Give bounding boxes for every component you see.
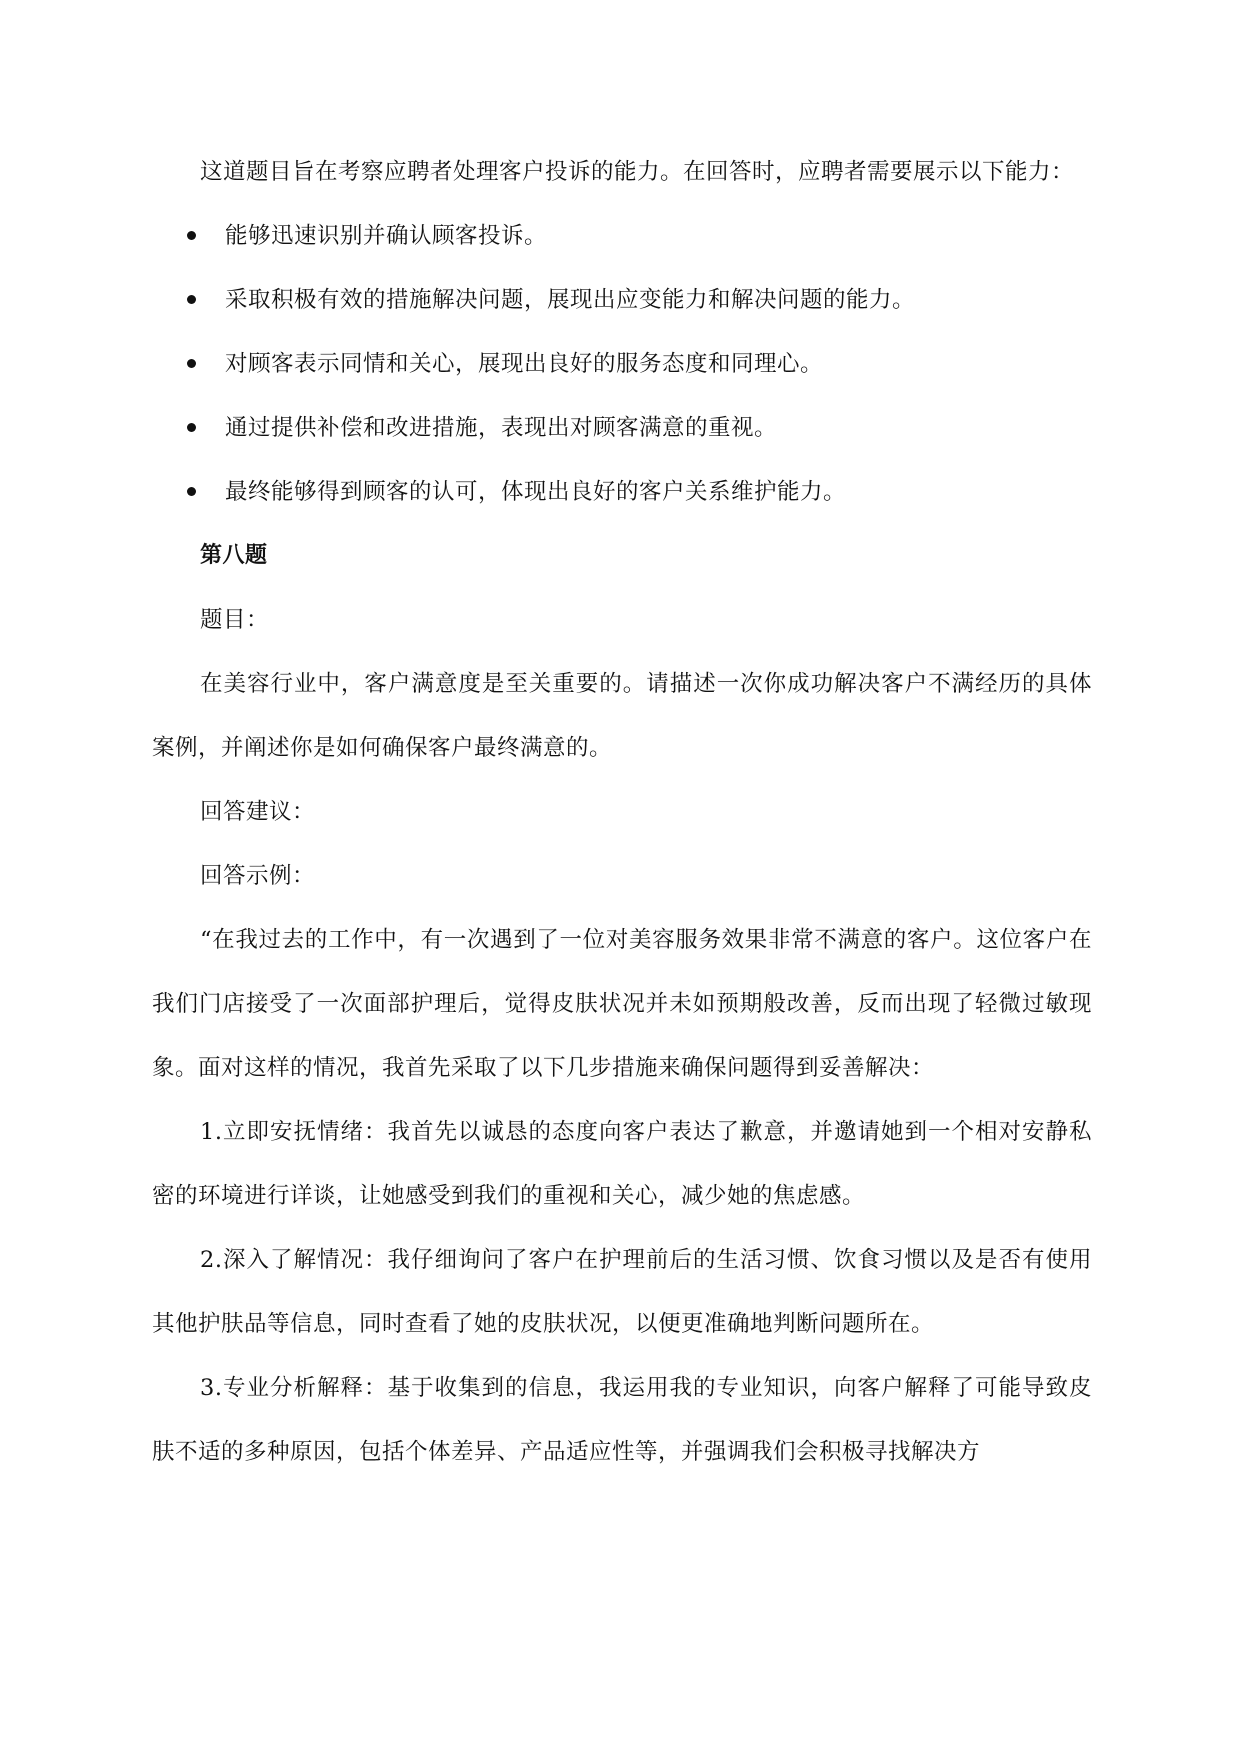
list-item-text: 最终能够得到顾客的认可，体现出良好的客户关系维护能力。	[225, 479, 847, 505]
example-label: 回答示例：	[200, 863, 316, 889]
list-item	[152, 268, 1092, 332]
bullet-icon	[187, 295, 196, 304]
list-item	[152, 204, 1092, 268]
intro-paragraph: 这道题目旨在考察应聘者处理客户投诉的能力。在回答时，应聘者需要展示以下能力：	[200, 159, 1075, 185]
list-item-text: 采取积极有效的措施解决问题，展现出应变能力和解决问题的能力。	[225, 287, 916, 313]
list-item-text: 通过提供补偿和改进措施，表现出对顾客满意的重视。	[225, 415, 778, 441]
list-item-text: 能够迅速识别并确认顾客投诉。	[225, 223, 548, 249]
example-opening-paragraph: “在我过去的工作中，有一次遇到了一位对美容服务效果非常不满意的客户。这位客户在我们门店接受了一次面部护理后，觉得皮肤状况并未如预期般改善，反而出现了轻微过敏现象。面对这样的情况，我首先采取了以下几步措施来确保问题得到妥善解决：	[152, 927, 1092, 1081]
step-paragraph: 3.专业分析解释：基于收集到的信息，我运用我的专业知识，向客户解释了可能导致皮肤不适的多种原因，包括个体差异、产品适应性等，并强调我们会积极寻找解决方	[152, 1375, 1092, 1465]
bullet-icon	[187, 359, 196, 368]
bullet-icon	[187, 423, 196, 432]
list-item	[152, 460, 1092, 524]
list-item	[152, 396, 1092, 460]
advice-label: 回答建议：	[200, 799, 316, 825]
document-body	[152, 140, 1092, 1484]
question-label: 题目：	[200, 607, 270, 633]
bullet-icon	[187, 487, 196, 496]
question-paragraph: 在美容行业中，客户满意度是至关重要的。请描述一次你成功解决客户不满经历的具体案例，并阐述你是如何确保客户最终满意的。	[152, 671, 1092, 761]
bullet-icon	[187, 231, 196, 240]
list-item	[152, 332, 1092, 396]
list-item-text: 对顾客表示同情和关心，展现出良好的服务态度和同理心。	[225, 351, 824, 377]
section-heading: 第八题	[200, 543, 268, 568]
step-paragraph: 1.立即安抚情绪：我首先以诚恳的态度向客户表达了歉意，并邀请她到一个相对安静私密的环境进行详谈，让她感受到我们的重视和关心，减少她的焦虑感。	[152, 1119, 1092, 1209]
step-paragraph: 2.深入了解情况：我仔细询问了客户在护理前后的生活习惯、饮食习惯以及是否有使用其他护肤品等信息，同时查看了她的皮肤状况，以便更准确地判断问题所在。	[152, 1247, 1092, 1337]
abilities-list	[152, 204, 1092, 524]
